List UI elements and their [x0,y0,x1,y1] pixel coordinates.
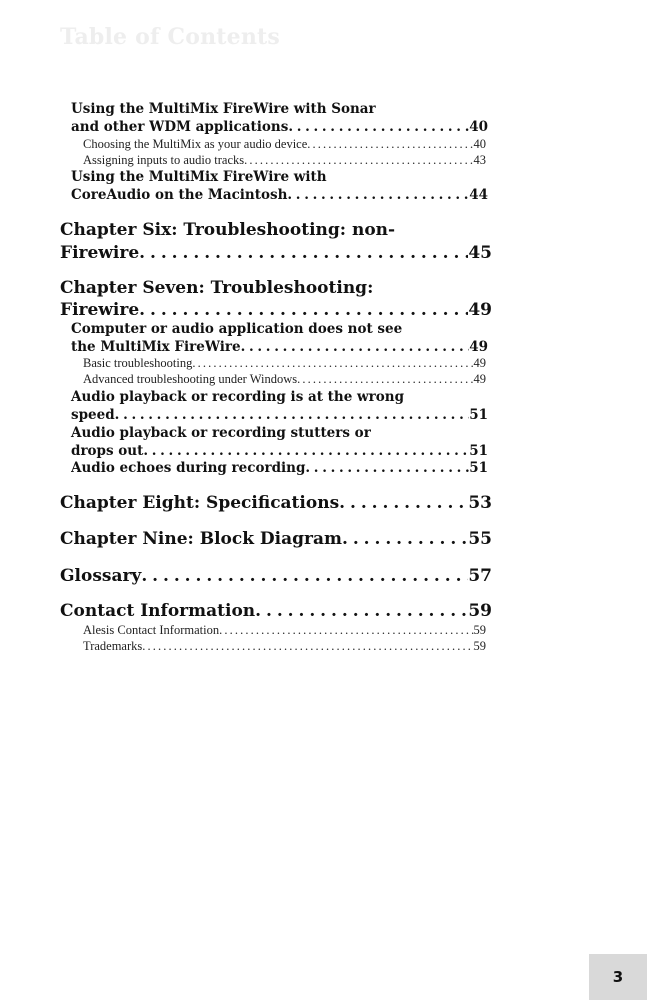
toc-entry-text: Trademarks [83,639,143,653]
toc-entry-text: Alesis Contact Information [83,623,220,637]
dot-leader [307,137,473,152]
toc-entry-text: Chapter Eight: Specifications [60,493,340,513]
toc-entry-text: Basic troubleshooting [83,356,193,370]
toc-entry-text: Advanced troubleshooting under Windows [83,372,298,386]
toc-chapter-eight[interactable] [60,493,492,513]
toc-chapter-seven-line1[interactable]: Chapter Seven: Troubleshooting: [60,278,374,298]
toc-entry-choosing[interactable] [83,137,486,152]
toc-page-number: 43 [473,153,486,167]
toc-entry-text: Firewire [60,300,140,320]
toc-page-number: 49 [469,339,488,355]
toc-chapter-six-line1[interactable]: Chapter Six: Troubleshooting: non- [60,220,396,240]
dot-leader [192,356,473,371]
dot-leader [241,339,470,355]
toc-entry-notsee-line1[interactable]: Computer or audio application does not see [71,321,403,337]
toc-entry-sonar-line1[interactable]: Using the MultiMix FireWire with Sonar [71,101,376,117]
toc-entry-text: Assigning inputs to audio tracks [83,153,245,167]
toc-entry-text: Firewire [60,243,140,263]
dot-leader [143,443,469,459]
toc-entry-text: Audio echoes during recording [71,460,306,476]
toc-chapter-seven[interactable] [60,300,492,320]
toc-page-number: 53 [468,493,492,513]
toc-entry-coreaudio-line1[interactable]: Using the MultiMix FireWire with [71,169,327,185]
toc-chapter-nine[interactable] [60,529,492,549]
toc-glossary[interactable] [60,566,492,586]
toc-entry-alesis[interactable] [83,623,486,638]
toc-entry-sonar[interactable] [71,119,488,135]
toc-contact[interactable] [60,601,492,621]
toc-page-number: 57 [468,566,492,586]
dot-leader [305,460,469,476]
toc-entry-notsee[interactable] [71,339,488,355]
toc-entry-text: Chapter Nine: Block Diagram [60,529,342,549]
toc-page-number: 51 [469,460,488,476]
toc-entry-text: the MultiMix FireWire [71,339,241,355]
toc-entry-stutter-line1[interactable]: Audio playback or recording stutters or [71,425,371,441]
dot-leader [288,119,469,135]
toc-entry-speed-line1[interactable]: Audio playback or recording is at the wrong [71,389,405,405]
toc-chapter-six[interactable] [60,243,492,263]
dot-leader [115,407,470,423]
toc-entry-text: Choosing the MultiMix as your audio device [83,137,308,151]
toc-page-number: 59 [468,601,492,621]
dot-leader [141,566,468,586]
toc-entry-text: drops out [71,443,144,459]
toc-page-number: 49 [473,356,486,370]
dot-leader [297,372,473,387]
toc-entry-text: CoreAudio on the Macintosh [71,187,288,203]
dot-leader [342,529,468,549]
toc-page-number: 44 [469,187,488,203]
toc-entry-basic[interactable] [83,356,486,371]
toc-entry-stutter[interactable] [71,443,488,459]
toc-entry-text: Contact Information [60,601,256,621]
toc-entry-coreaudio[interactable] [71,187,488,203]
dot-leader [139,300,468,320]
toc-page-number: 45 [468,243,492,263]
toc-entry-assigning[interactable] [83,153,486,168]
toc-page-number: 40 [473,137,486,151]
dot-leader [339,493,468,513]
toc-page-number: 59 [473,623,486,637]
dot-leader [255,601,468,621]
page-number: 3 [612,968,624,986]
toc-entry-echo[interactable] [71,460,488,476]
toc-entry-text: Glossary [60,566,142,586]
page-number-tab [589,954,647,1000]
toc-page-number: 49 [468,300,492,320]
toc-page-number: 55 [468,529,492,549]
toc-entry-text: and other WDM applications [71,119,289,135]
toc-entry-text: speed [71,407,115,423]
dot-leader [244,153,473,168]
toc-entry-trademarks[interactable] [83,639,486,654]
toc-page-number: 59 [473,639,486,653]
page-heading: Table of Contents [60,24,280,50]
toc-page-number: 40 [469,119,488,135]
dot-leader [142,639,473,654]
dot-leader [139,243,468,263]
dot-leader [219,623,473,638]
dot-leader [287,187,469,203]
toc-page-number: 51 [469,443,488,459]
toc-page-number: 49 [473,372,486,386]
toc-entry-advanced[interactable] [83,372,486,387]
toc-entry-speed[interactable] [71,407,488,423]
toc-page-number: 51 [469,407,488,423]
